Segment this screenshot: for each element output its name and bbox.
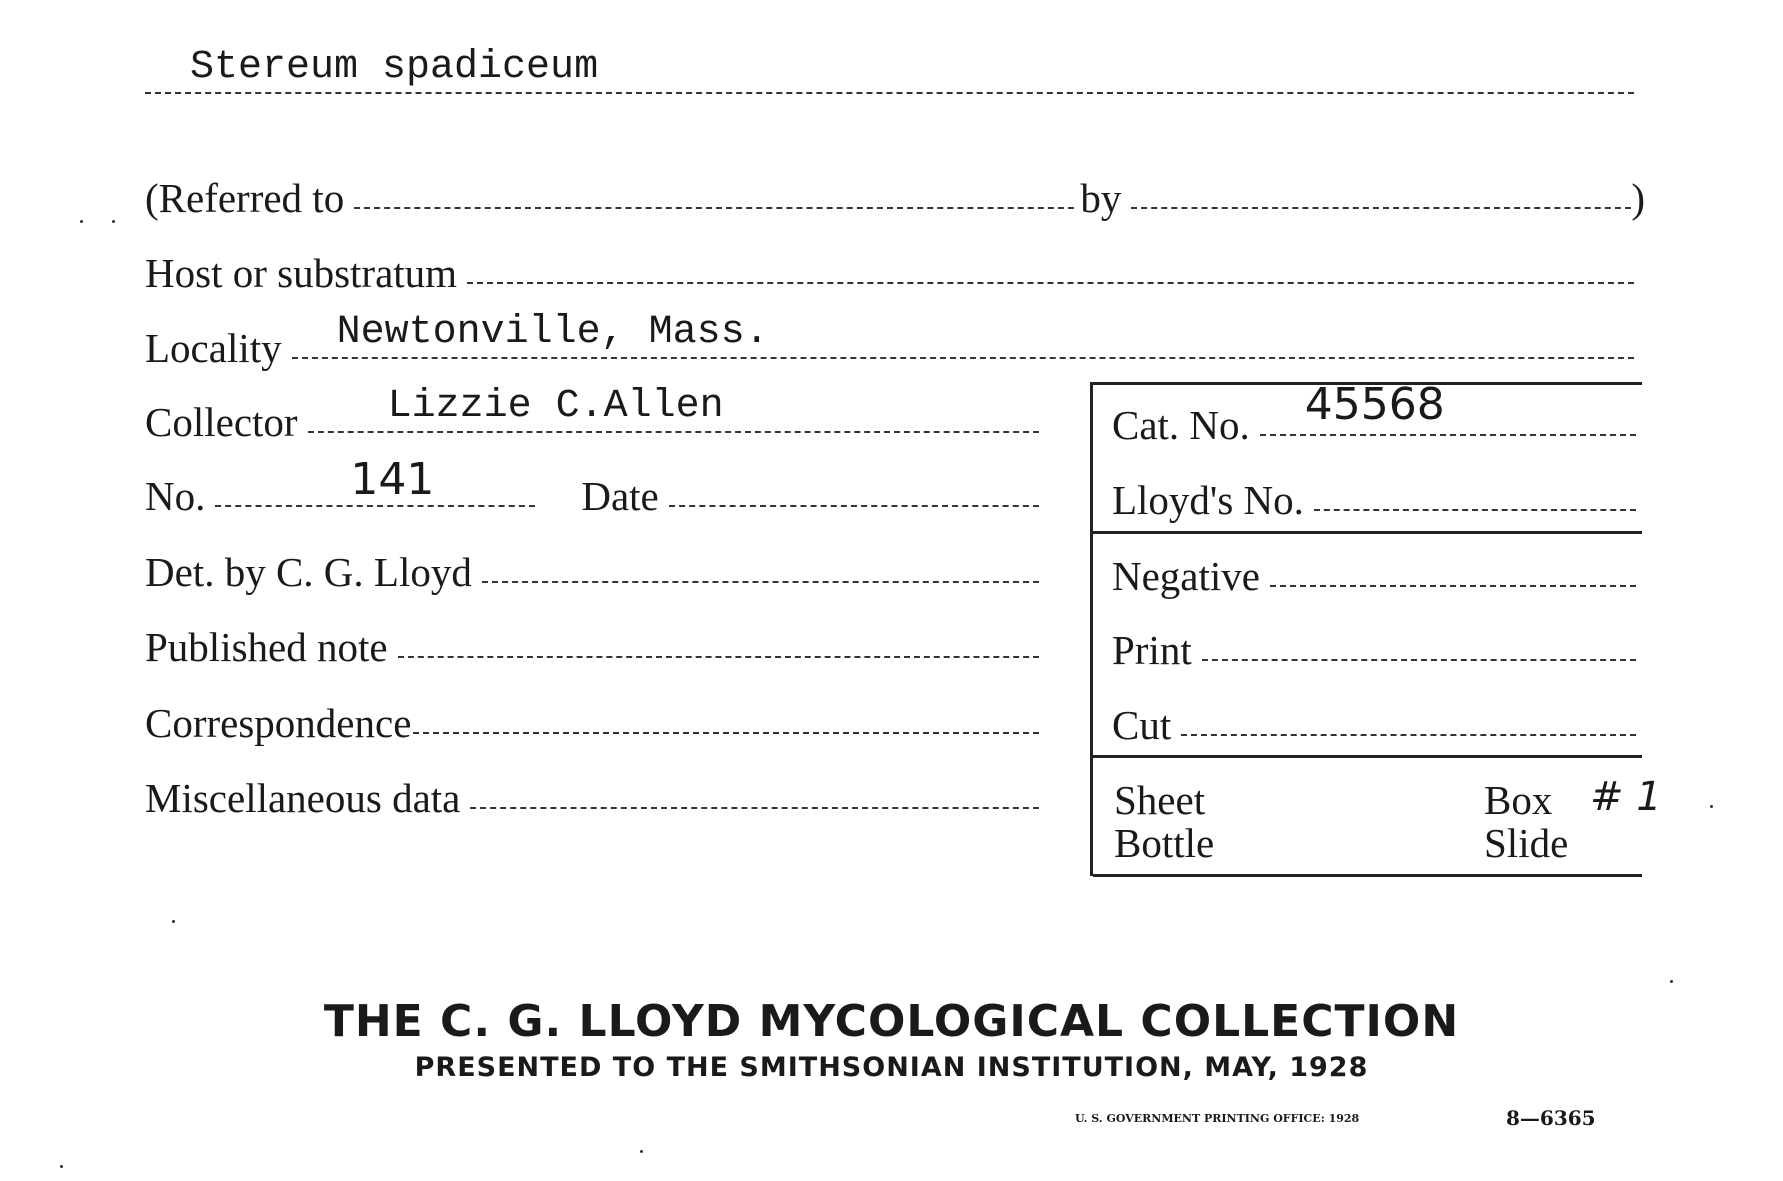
- speck: [1670, 980, 1673, 983]
- misc-line: [470, 807, 1039, 809]
- published-label: Published note: [145, 624, 388, 670]
- speck: [640, 1150, 643, 1153]
- host-label: Host or substratum: [145, 250, 458, 296]
- collector-label: Collector: [145, 399, 298, 445]
- correspondence-line: [413, 732, 1039, 734]
- speck: [172, 920, 175, 923]
- speck: [1710, 805, 1713, 808]
- date-line: [669, 505, 1039, 507]
- published-row: [145, 624, 1045, 670]
- speck: [60, 1165, 63, 1168]
- collection-title: THE C. G. LLOYD MYCOLOGICAL COLLECTION: [323, 996, 1460, 1047]
- box-value: # 1: [1590, 774, 1662, 820]
- form-number: 8—6365: [1506, 1106, 1596, 1130]
- correspondence-label: Correspondence: [145, 700, 412, 746]
- locality-row: [145, 310, 1640, 371]
- print-row: [1112, 627, 1642, 673]
- lloyds-no-row: [1112, 477, 1642, 523]
- by-label: by: [1080, 175, 1122, 221]
- species-name: Stereum spadiceum: [190, 45, 599, 90]
- no-label: No.: [145, 473, 206, 519]
- print-label: Print: [1112, 627, 1192, 673]
- collector-line: [308, 384, 1039, 433]
- catalog-box-mid-rule: [1093, 531, 1642, 534]
- no-date-row: [145, 454, 1045, 519]
- cat-no-row: [1112, 379, 1642, 448]
- species-row: [145, 45, 1640, 104]
- box-label: Box: [1484, 777, 1553, 823]
- misc-label: Miscellaneous data: [145, 775, 461, 821]
- speck: [80, 220, 83, 223]
- by-line: [1131, 207, 1631, 209]
- cat-no-label: Cat. No.: [1112, 402, 1250, 448]
- catalog-box-bottom-rule: [1093, 874, 1642, 877]
- lloyds-no-label: Lloyd's No.: [1112, 477, 1304, 523]
- cut-line: [1181, 734, 1636, 736]
- referred-to-row: [145, 175, 1645, 221]
- printer-imprint: U. S. GOVERNMENT PRINTING OFFICE: 1928: [1075, 1112, 1360, 1125]
- cut-label: Cut: [1112, 702, 1172, 748]
- no-value: 141: [350, 454, 435, 505]
- det-label: Det. by C. G. Lloyd: [145, 549, 472, 595]
- referred-to-line: [354, 207, 1074, 209]
- misc-row: [145, 775, 1045, 821]
- locality-label: Locality: [145, 325, 282, 371]
- print-line: [1202, 659, 1636, 661]
- host-row: [145, 250, 1640, 296]
- cat-no-value: 45568: [1304, 379, 1445, 430]
- cut-row: [1112, 702, 1642, 748]
- date-label: Date: [581, 473, 659, 519]
- negative-row: [1112, 553, 1642, 599]
- lloyds-no-line: [1314, 509, 1636, 511]
- locality-value: Newtonville, Mass.: [336, 310, 769, 355]
- sheet-label: Sheet: [1114, 777, 1206, 823]
- negative-label: Negative: [1112, 553, 1260, 599]
- locality-line: [292, 310, 1634, 359]
- cat-no-line: [1260, 379, 1636, 436]
- det-row: [145, 549, 1045, 595]
- correspondence-row: [145, 700, 1045, 746]
- collector-row: [145, 384, 1045, 445]
- published-line: [398, 656, 1039, 658]
- slide-label: Slide: [1484, 820, 1569, 866]
- referred-to-label: (Referred to: [145, 175, 345, 221]
- no-line: [215, 454, 535, 507]
- negative-line: [1270, 585, 1636, 587]
- speck: [112, 220, 115, 223]
- bottle-label: Bottle: [1114, 820, 1215, 866]
- det-line: [482, 581, 1039, 583]
- catalog-box-lower-rule: [1093, 755, 1642, 758]
- collection-subtitle: PRESENTED TO THE SMITHSONIAN INSTITUTION, MAY, 1928: [414, 1052, 1369, 1083]
- close-paren: ): [1631, 175, 1645, 221]
- host-line: [467, 282, 1634, 284]
- collector-value: Lizzie C.Allen: [387, 384, 724, 429]
- species-line: [145, 45, 1634, 94]
